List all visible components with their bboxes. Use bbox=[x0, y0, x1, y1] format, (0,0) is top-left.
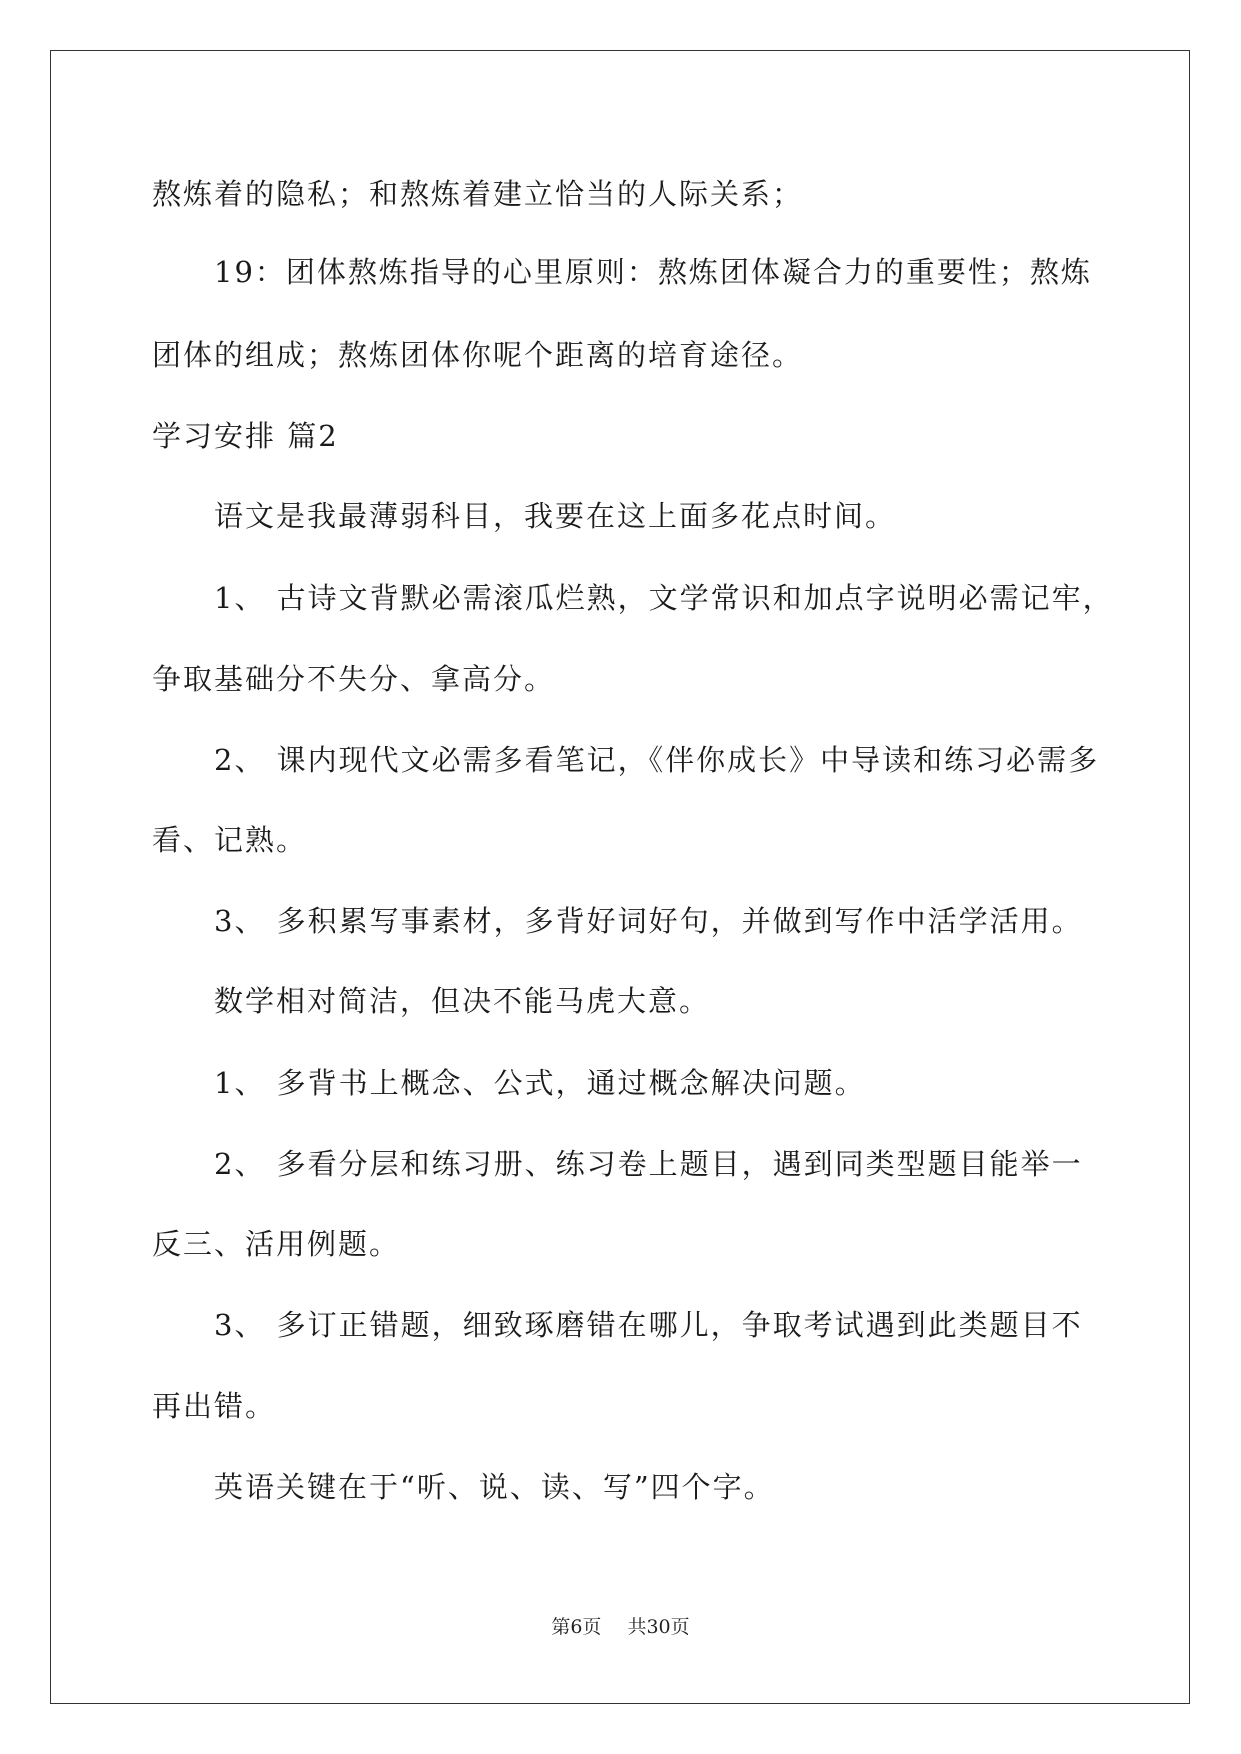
page-number: 第6页 bbox=[551, 1616, 602, 1638]
text-line: 争取基础分不失分、拿高分。 bbox=[152, 662, 556, 696]
page-border bbox=[50, 50, 1190, 1704]
text-line: 英语关键在于“听、说、读、写”四个字。 bbox=[214, 1470, 775, 1504]
text-line: 语文是我最薄弱科目，我要在这上面多花点时间。 bbox=[214, 499, 897, 533]
list-item: 1、 多背书上概念、公式，通过概念解决问题。 bbox=[214, 1066, 866, 1100]
page-footer bbox=[0, 1612, 1241, 1639]
list-item: 2、 多看分层和练习册、练习卷上题目，遇到同类型题目能举一 bbox=[214, 1147, 1083, 1181]
list-item: 3、 多积累写事素材，多背好词好句，并做到写作中活学活用。 bbox=[214, 904, 1083, 938]
text-line: 熬炼着的隐私；和熬炼着建立恰当的人际关系； bbox=[152, 177, 804, 211]
text-line: 再出错。 bbox=[152, 1389, 277, 1423]
text-line: 数学相对简洁，但决不能马虎大意。 bbox=[214, 984, 711, 1018]
text-line: 19：团体熬炼指导的心里原则：熬炼团体凝合力的重要性；熬炼 bbox=[214, 255, 1092, 289]
list-item: 1、 古诗文背默必需滚瓜烂熟，文学常识和加点字说明必需记牢， bbox=[214, 581, 1114, 615]
text-line: 团体的组成；熬炼团体你呢个距离的培育途径。 bbox=[152, 338, 804, 372]
text-line: 反三、活用例题。 bbox=[152, 1227, 401, 1261]
page-total: 共30页 bbox=[627, 1616, 690, 1638]
text-line: 看、记熟。 bbox=[152, 823, 308, 857]
list-item: 2、 课内现代文必需多看笔记，《伴你成长》中导读和练习必需多 bbox=[214, 743, 1100, 777]
section-heading: 学习安排 篇2 bbox=[152, 419, 339, 453]
list-item: 3、 多订正错题，细致琢磨错在哪儿，争取考试遇到此类题目不 bbox=[214, 1308, 1083, 1342]
